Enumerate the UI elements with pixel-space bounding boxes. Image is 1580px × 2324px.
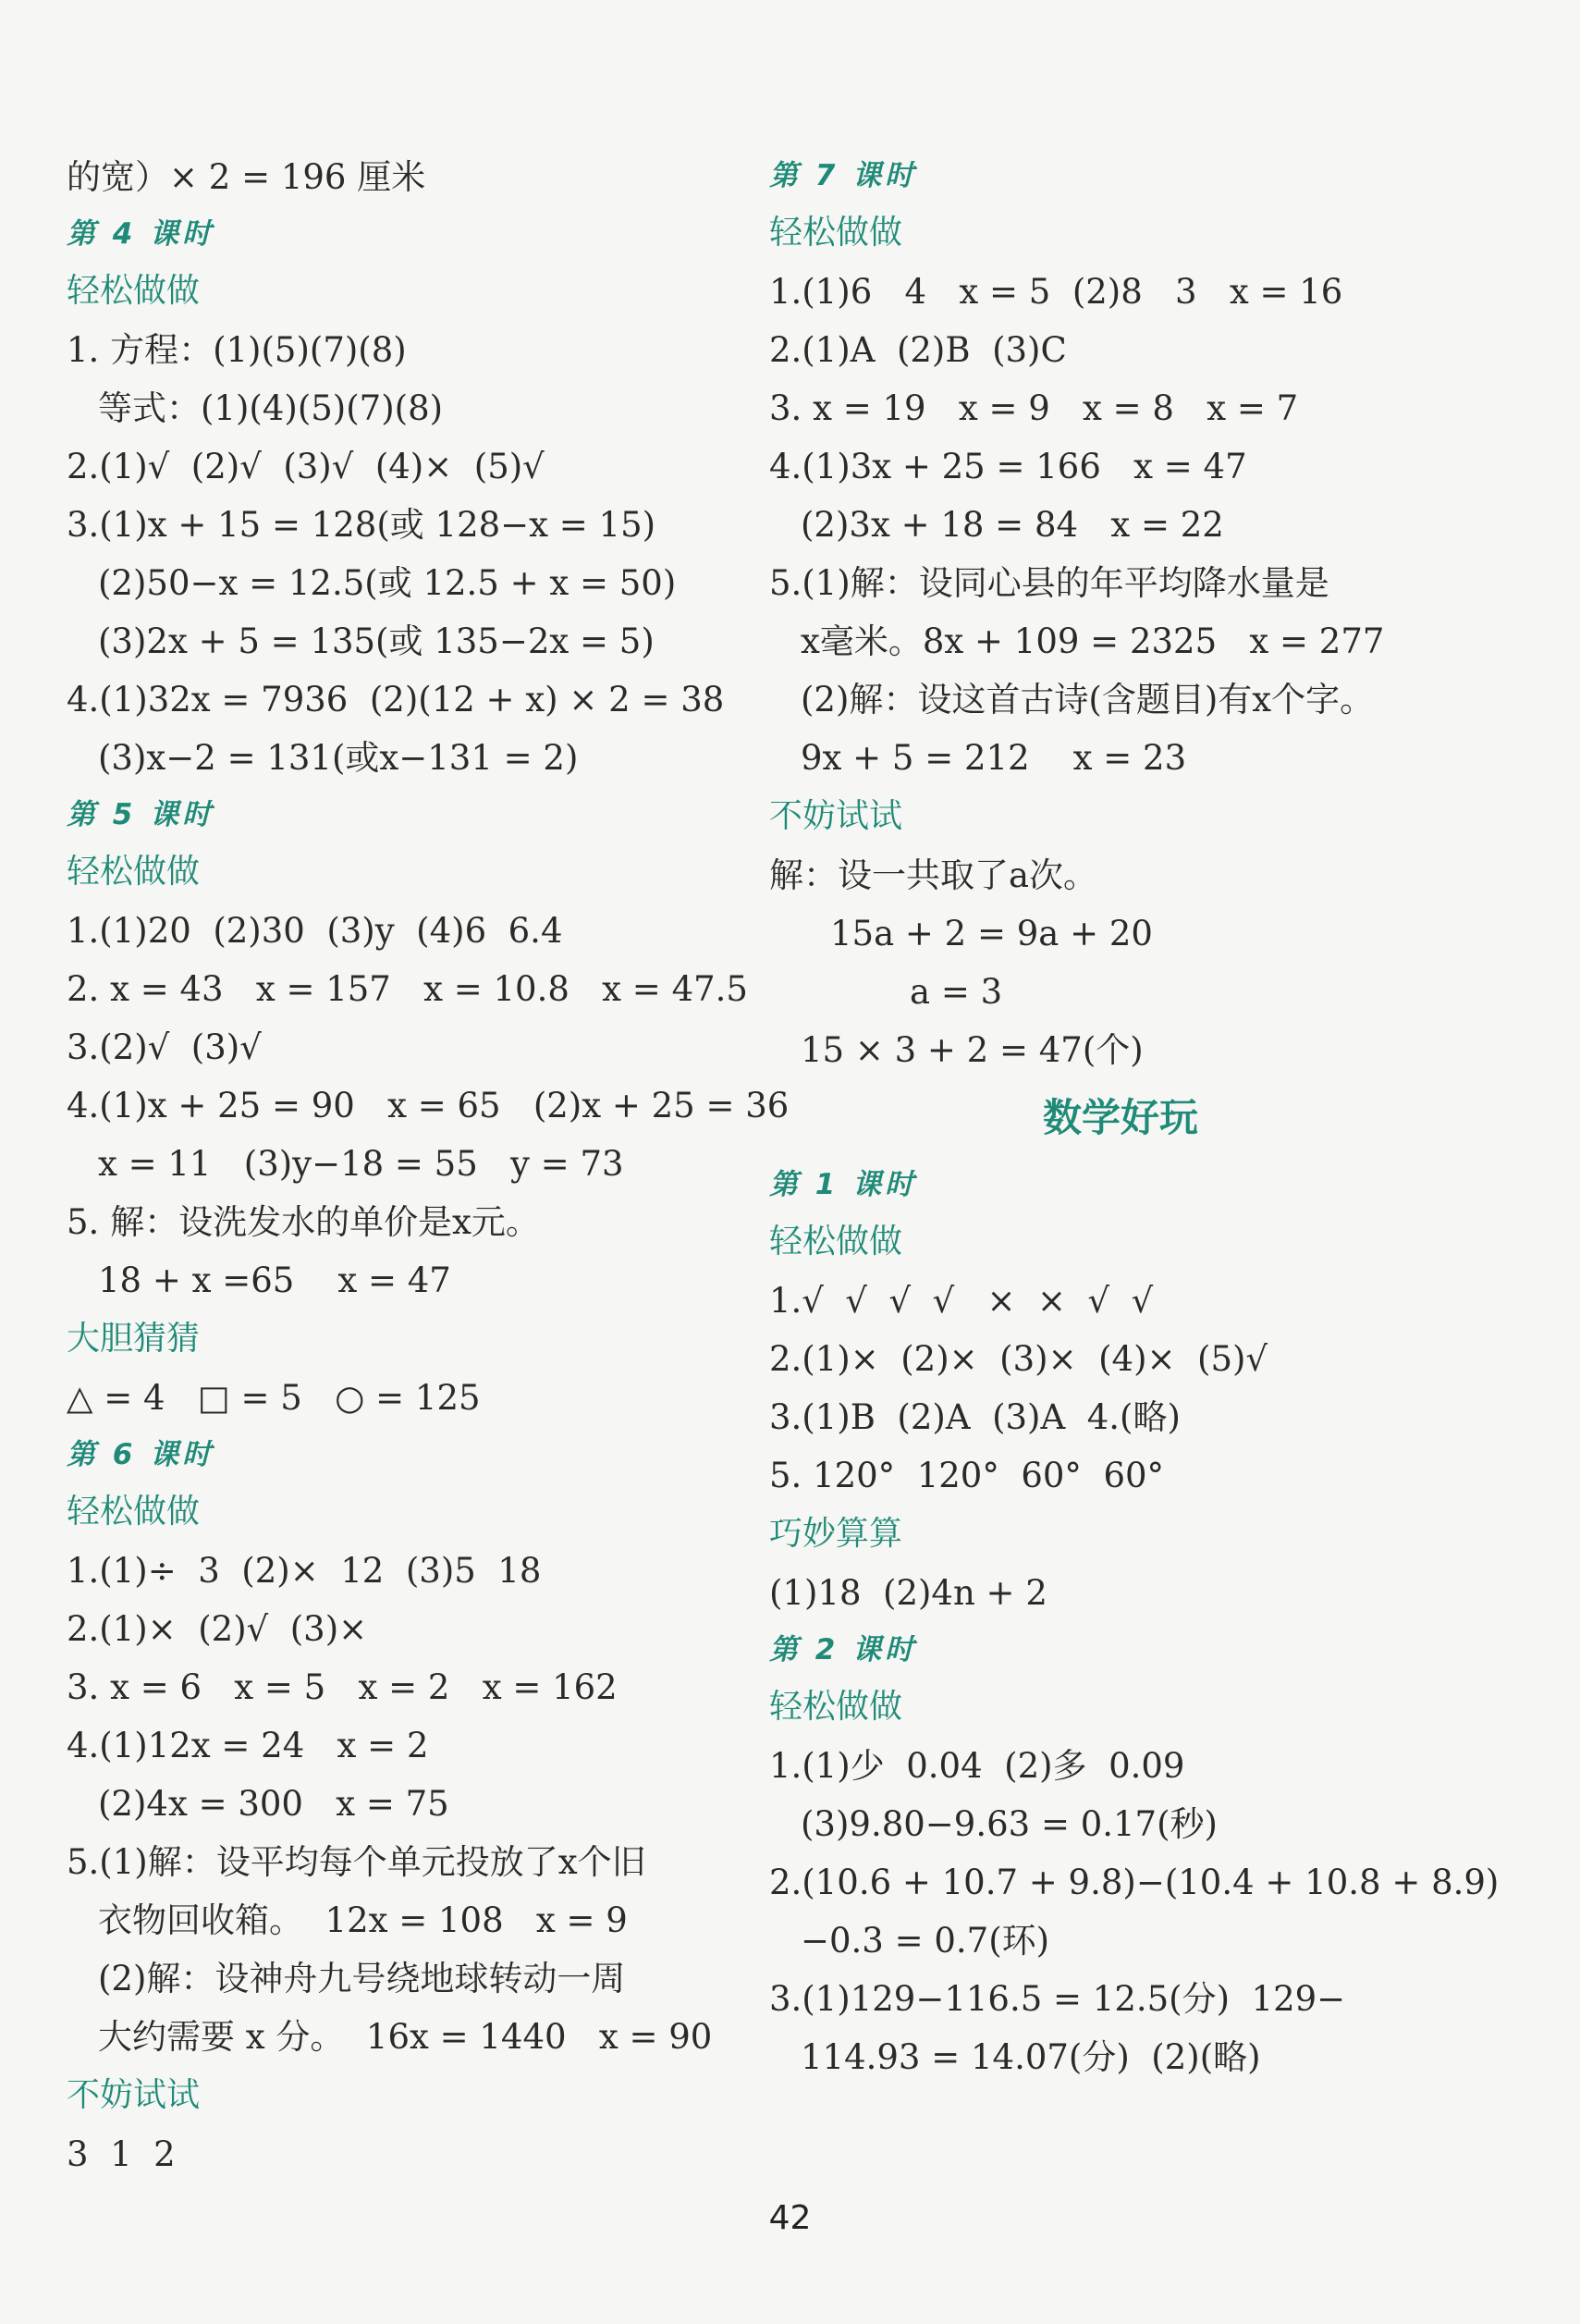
lesson-heading: 第 7 课时 xyxy=(769,159,918,192)
answer-line: (2)4x = 300 x = 75 xyxy=(98,1784,449,1824)
answer-line: 的宽）× 2 = 196 厘米 xyxy=(67,157,426,197)
chapter-title: 数学好玩 xyxy=(1042,1095,1198,1140)
answer-line: 2.(1)× (2)√ (3)× xyxy=(67,1609,368,1649)
answer-line: 2.(1)× (2)× (3)× (4)× (5)√ xyxy=(769,1339,1268,1379)
answer-line: 解：设一共取了a次。 xyxy=(769,855,1098,895)
answer-line: 3. x = 19 x = 9 x = 8 x = 7 xyxy=(769,388,1299,428)
answer-line: 114.93 = 14.07(分) (2)(略) xyxy=(801,2037,1261,2077)
answer-line: (3)2x + 5 = 135(或 135−2x = 5) xyxy=(98,621,655,661)
section-heading: 轻松做做 xyxy=(67,1493,201,1531)
answer-line: 18 + x =65 x = 47 xyxy=(98,1260,451,1300)
section-heading: 轻松做做 xyxy=(67,853,201,891)
answer-line: (2)3x + 18 = 84 x = 22 xyxy=(801,505,1224,545)
answer-line: 4.(1)12x = 24 x = 2 xyxy=(67,1726,429,1765)
answer-line: 1.√ √ √ √ × × √ √ xyxy=(769,1281,1154,1321)
section-heading: 轻松做做 xyxy=(67,272,201,310)
answer-line: 3.(1)B (2)A (3)A 4.(略) xyxy=(769,1397,1181,1437)
answer-line: 5. 解：设洗发水的单价是x元。 xyxy=(67,1202,540,1242)
answer-line: 3. x = 6 x = 5 x = 2 x = 162 xyxy=(67,1667,618,1707)
answer-line: 4.(1)x + 25 = 90 x = 65 (2)x + 25 = 36 xyxy=(67,1086,790,1125)
answer-line: 2.(1)A (2)B (3)C xyxy=(769,330,1067,370)
answer-line: (1)18 (2)4n + 2 xyxy=(769,1573,1047,1613)
answer-line: 5.(1)解：设平均每个单元投放了x个旧 xyxy=(67,1842,646,1882)
answer-line: (3)x−2 = 131(或x−131 = 2) xyxy=(98,738,579,778)
answer-line: (2)50−x = 12.5(或 12.5 + x = 50) xyxy=(98,563,677,603)
section-heading: 大胆猜猜 xyxy=(67,1320,201,1358)
answer-line: a = 3 xyxy=(910,972,1003,1012)
answer-line: 15 × 3 + 2 = 47(个) xyxy=(801,1030,1144,1070)
lesson-heading: 第 1 课时 xyxy=(769,1168,918,1201)
answer-line: (2)解：设这首古诗(含题目)有x个字。 xyxy=(801,680,1375,719)
answer-line: 4.(1)32x = 7936 (2)(12 + x) × 2 = 38 xyxy=(67,680,725,719)
section-heading: 轻松做做 xyxy=(769,1688,903,1726)
answer-line: (2)解：设神舟九号绕地球转动一周 xyxy=(98,1959,626,1998)
answer-line: 2.(1)√ (2)√ (3)√ (4)× (5)√ xyxy=(67,447,545,486)
answer-line: 1.(1)少 0.04 (2)多 0.09 xyxy=(769,1746,1185,1786)
answer-line: 3 1 2 xyxy=(67,2134,176,2174)
answer-line: 3.(1)x + 15 = 128(或 128−x = 15) xyxy=(67,505,656,545)
section-heading: 不妨试试 xyxy=(769,797,903,835)
section-heading: 不妨试试 xyxy=(67,2076,201,2114)
answer-line: 9x + 5 = 212 x = 23 xyxy=(801,738,1187,778)
answer-line: 1.(1)20 (2)30 (3)y (4)6 6.4 xyxy=(67,911,563,951)
answer-line: 大约需要 x 分。 16x = 1440 x = 90 xyxy=(98,2017,713,2057)
lesson-heading: 第 6 课时 xyxy=(67,1438,215,1471)
page-number: 42 xyxy=(768,2199,812,2237)
section-heading: 轻松做做 xyxy=(769,1223,903,1260)
answer-line: 1.(1)6 4 x = 5 (2)8 3 x = 16 xyxy=(769,272,1343,312)
lesson-heading: 第 4 课时 xyxy=(67,217,215,251)
answer-line: 1. 方程：(1)(5)(7)(8) xyxy=(67,330,407,370)
section-heading: 轻松做做 xyxy=(769,214,903,252)
answer-line: (3)9.80−9.63 = 0.17(秒) xyxy=(801,1804,1218,1844)
answer-line: 等式：(1)(4)(5)(7)(8) xyxy=(98,388,444,428)
answer-line: x毫米。8x + 109 = 2325 x = 277 xyxy=(801,621,1385,661)
answer-line: −0.3 = 0.7(环) xyxy=(801,1921,1050,1961)
lesson-heading: 第 5 课时 xyxy=(67,798,215,831)
answer-line: 15a + 2 = 9a + 20 xyxy=(830,914,1153,953)
section-heading: 巧妙算算 xyxy=(769,1515,903,1553)
right-column xyxy=(769,148,1500,2086)
left-column xyxy=(67,148,790,2183)
answer-line: 5.(1)解：设同心县的年平均降水量是 xyxy=(769,563,1329,603)
lesson-heading: 第 2 课时 xyxy=(769,1633,918,1666)
answer-line: 2. x = 43 x = 157 x = 10.8 x = 47.5 xyxy=(67,969,748,1009)
answer-line: 5. 120° 120° 60° 60° xyxy=(769,1456,1165,1495)
answer-line: 3.(1)129−116.5 = 12.5(分) 129− xyxy=(769,1979,1346,2019)
answer-line: 2.(10.6 + 10.7 + 9.8)−(10.4 + 10.8 + 8.9) xyxy=(769,1863,1500,1902)
answer-line: △ = 4 □ = 5 ○ = 125 xyxy=(67,1378,481,1418)
answer-line: 4.(1)3x + 25 = 166 x = 47 xyxy=(769,447,1247,486)
answer-line: 1.(1)÷ 3 (2)× 12 (3)5 18 xyxy=(67,1551,542,1591)
answer-line: x = 11 (3)y−18 = 55 y = 73 xyxy=(98,1144,624,1184)
answer-line: 3.(2)√ (3)√ xyxy=(67,1027,262,1067)
answer-line: 衣物回收箱。 12x = 108 x = 9 xyxy=(98,1900,628,1940)
